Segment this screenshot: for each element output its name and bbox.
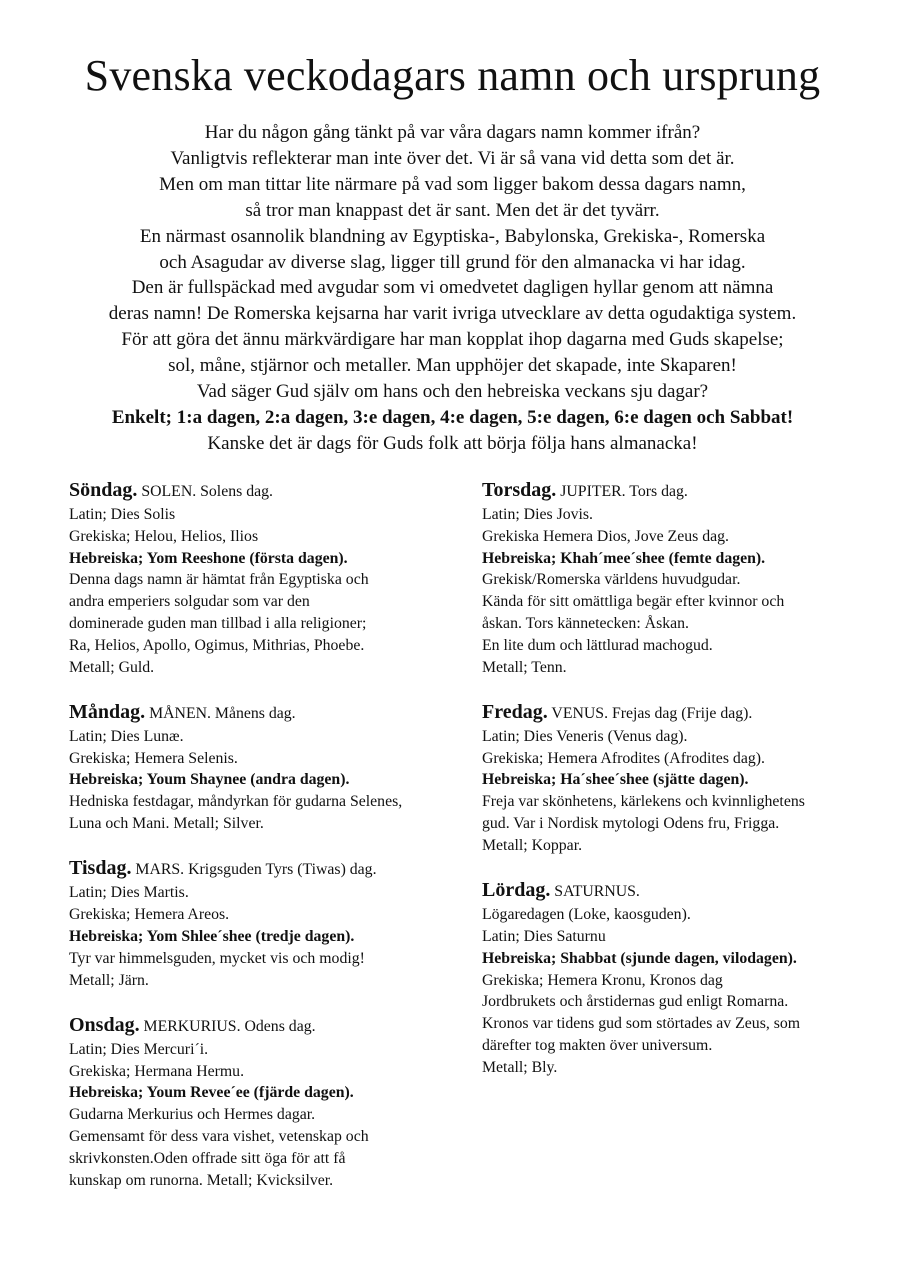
- day-line: därefter tog makten över universum.: [482, 1036, 713, 1054]
- day-hebrew-line: Hebreiska; Khah´mee´shee (femte dagen).: [482, 549, 766, 567]
- day-line: Latin; Dies Veneris (Venus dag).: [482, 727, 688, 745]
- day-line: Latin; Dies Solis: [69, 506, 176, 523]
- day-heading: [69, 1013, 469, 1039]
- day-line: Latin; Dies Mercuri´i.: [69, 1040, 209, 1058]
- day-subtitle: MERKURIUS. Odens dag.: [143, 1017, 316, 1035]
- intro-text: [0, 120, 905, 457]
- day-section-sondag: [69, 478, 469, 678]
- day-subtitle: SATURNUS.: [554, 883, 640, 901]
- left-column: [69, 478, 469, 1213]
- day-subtitle: JUPITER. Tors dag.: [560, 483, 688, 500]
- day-hebrew-line: Hebreiska; Yom Shlee´shee (tredje dagen).: [69, 927, 355, 945]
- day-line: Latin; Dies Martis.: [69, 884, 189, 902]
- intro-line: Har du någon gång tänkt på var våra dagars namn kommer ifrån?: [204, 122, 701, 143]
- intro-line: Vad säger Gud själv om hans och den hebreiska veckans sju dagar?: [196, 381, 709, 403]
- day-name: Torsdag.: [482, 479, 557, 501]
- day-line: Ra, Helios, Apollo, Ogimus, Mithrias, Phoebe.: [69, 636, 365, 654]
- day-heading: [482, 478, 882, 504]
- day-line: Luna och Mani. Metall; Silver.: [69, 815, 264, 833]
- intro-line: Vanligtvis reflekterar man inte över det. Vi är så vana vid detta som det är.: [170, 147, 735, 169]
- day-line: Grekiska; Helou, Helios, Ilios: [69, 527, 259, 545]
- day-line: andra emperiers solgudar som var den: [69, 593, 310, 611]
- day-hebrew-line: Hebreiska; Youm Revee´ee (fjärde dagen).: [69, 1084, 354, 1102]
- day-line: Grekiska Hemera Dios, Jove Zeus dag.: [482, 527, 729, 545]
- intro-line: så tror man knappast det är sant. Men det är det tyvärr.: [245, 199, 660, 221]
- day-line: dominerade guden man tillbad i alla religioner;: [69, 614, 367, 632]
- day-heading: [482, 700, 882, 726]
- intro-line: Den är fullspäckad med avgudar som vi omedvetet dagligen hyllar genom att nämna: [131, 277, 774, 299]
- day-hebrew-line: Hebreiska; Ha´shee´shee (sjätte dagen).: [482, 771, 749, 789]
- day-line: Metall; Guld.: [69, 658, 155, 676]
- day-heading: [482, 878, 882, 904]
- day-line: gud. Var i Nordisk mytologi Odens fru, Frigga.: [482, 815, 780, 833]
- day-line: Metall; Järn.: [69, 971, 149, 989]
- day-line: Lögaredagen (Loke, kaosguden).: [482, 906, 691, 924]
- intro-line: En närmast osannolik blandning av Egyptiska-, Babylonska, Grekiska-, Romerska: [139, 225, 766, 247]
- intro-line: deras namn! De Romerska kejsarna har varit ivriga utvecklare av detta ogudaktiga system.: [108, 303, 797, 325]
- day-line: Latin; Dies Jovis.: [482, 506, 594, 523]
- day-name: Onsdag.: [69, 1013, 140, 1036]
- day-hebrew-line: Hebreiska; Youm Shaynee (andra dagen).: [69, 771, 350, 789]
- day-line: Metall; Tenn.: [482, 658, 567, 676]
- day-line: skrivkonsten.Oden offrade sitt öga för att få: [69, 1149, 346, 1167]
- intro-line: och Asagudar av diverse slag, ligger till grund för den almanacka vi har idag.: [159, 251, 746, 273]
- day-line: En lite dum och lättlurad machogud.: [482, 636, 713, 654]
- day-hebrew-line: Hebreiska; Yom Reeshone (första dagen).: [69, 549, 348, 567]
- intro-line: För att göra det ännu märkvärdigare har man kopplat ihop dagarna med Guds skapelse;: [121, 329, 784, 351]
- day-line: Latin; Dies Saturnu: [482, 927, 606, 945]
- day-line: Hedniska festdagar, måndyrkan för gudarna Selenes,: [69, 793, 403, 811]
- day-line: Gudarna Merkurius och Hermes dagar.: [69, 1106, 316, 1124]
- day-line: Denna dags namn är hämtat från Egyptiska och: [69, 571, 369, 589]
- intro-line-emphasis: Enkelt; 1:a dagen, 2:a dagen, 3:e dagen, 4:e dagen, 5:e dagen, 6:e dagen och Sabbat!: [111, 406, 794, 428]
- day-subtitle: VENUS. Frejas dag (Frije dag).: [551, 704, 753, 722]
- day-name: Tisdag.: [69, 857, 132, 880]
- day-section-mandag: [69, 700, 469, 835]
- day-section-lordag: [482, 878, 882, 1078]
- right-column: [482, 478, 882, 1100]
- page-title: Svenska veckodagars namn och ursprung: [84, 51, 821, 100]
- day-subtitle: SOLEN. Solens dag.: [141, 483, 273, 500]
- intro-line: Men om man tittar lite närmare på vad som ligger bakom dessa dagars namn,: [159, 173, 746, 195]
- day-section-onsdag: [69, 1013, 469, 1192]
- day-line: kunskap om runorna. Metall; Kvicksilver.: [69, 1171, 334, 1189]
- day-line: Grekiska; Hemera Kronu, Kronos dag: [482, 971, 723, 989]
- day-section-fredag: [482, 700, 882, 857]
- day-section-tisdag: [69, 856, 469, 991]
- day-line: Grekiska; Hemera Selenis.: [69, 749, 238, 767]
- day-line: Grekiska; Hemera Areos.: [69, 906, 230, 924]
- day-line: Metall; Bly.: [482, 1058, 558, 1076]
- intro-line: sol, måne, stjärnor och metaller. Man upphöjer det skapade, inte Skaparen!: [168, 355, 737, 377]
- day-line: åskan. Tors kännetecken: Åskan.: [482, 614, 689, 632]
- day-line: Grekisk/Romerska världens huvudgudar.: [482, 571, 741, 589]
- day-hebrew-line: Hebreiska; Shabbat (sjunde dagen, vilodagen).: [482, 949, 797, 967]
- day-line: Kända för sitt omättliga begär efter kvinnor och: [482, 593, 785, 611]
- day-line: Metall; Koppar.: [482, 836, 583, 854]
- day-subtitle: MÅNEN. Månens dag.: [149, 704, 296, 722]
- intro-line: Kanske det är dags för Guds folk att börja följa hans almanacka!: [207, 432, 698, 454]
- day-line: Grekiska; Hermana Hermu.: [69, 1062, 245, 1080]
- day-heading: [69, 700, 469, 726]
- day-line: Gemensamt för dess vara vishet, vetenskap och: [69, 1128, 369, 1146]
- day-name: Söndag.: [69, 479, 138, 501]
- day-line: Latin; Dies Lunæ.: [69, 727, 184, 745]
- day-line: Kronos var tidens gud som störtades av Zeus, som: [482, 1015, 801, 1033]
- day-name: Måndag.: [69, 700, 146, 723]
- day-name: Lördag.: [482, 879, 551, 902]
- day-heading: [69, 856, 469, 882]
- day-line: Jordbrukets och årstidernas gud enligt Romarna.: [482, 993, 789, 1011]
- day-line: Tyr var himmelsguden, mycket vis och modig!: [69, 949, 365, 967]
- day-line: Freja var skönhetens, kärlekens och kvinnlighetens: [482, 793, 805, 811]
- day-subtitle: MARS. Krigsguden Tyrs (Tiwas) dag.: [135, 861, 377, 879]
- day-heading: [69, 478, 469, 504]
- day-name: Fredag.: [482, 700, 548, 723]
- day-line: Grekiska; Hemera Afrodites (Afrodites dag).: [482, 749, 765, 767]
- day-section-torsdag: [482, 478, 882, 678]
